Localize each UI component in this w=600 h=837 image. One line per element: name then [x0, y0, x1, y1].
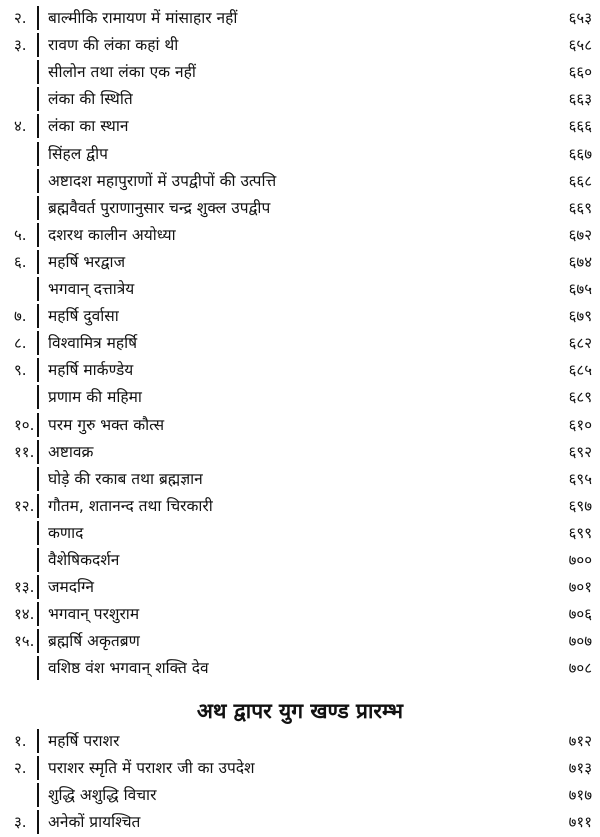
vertical-rule [37, 629, 39, 653]
toc-entry [0, 5, 600, 31]
vertical-rule [37, 6, 39, 30]
toc-entry [0, 86, 600, 112]
entry-page-number: ६६९ [568, 198, 592, 217]
toc-entry [0, 384, 600, 410]
vertical-rule [37, 656, 39, 680]
entry-title: विश्वामित्र महर्षि [48, 334, 138, 353]
entry-title: जमदग्नि [48, 578, 94, 597]
entry-page-number: ६९९ [568, 523, 592, 542]
toc-entry [0, 168, 600, 194]
entry-page-number: ६७४ [568, 252, 592, 271]
entry-title: शुद्धि अशुद्धि विचार [48, 786, 157, 805]
entry-title: महर्षि भरद्वाज [48, 252, 126, 271]
entry-number: ९. [14, 361, 27, 380]
entry-number: ४. [14, 117, 27, 136]
entry-page-number: ६६७ [568, 144, 592, 163]
entry-title: वशिष्ठ वंश भगवान् शक्ति देव [48, 659, 209, 678]
toc-entry [0, 466, 600, 492]
toc-entry [0, 32, 600, 58]
entry-title: रावण की लंका कहां थी [48, 36, 179, 55]
entry-title: अनेकों प्रायश्चित [48, 813, 141, 832]
toc-entry [0, 249, 600, 275]
entry-number: ७. [14, 307, 27, 326]
entry-page-number: ७०० [568, 551, 592, 569]
vertical-rule [37, 304, 39, 328]
entry-page-number: ७१२ [568, 732, 592, 750]
vertical-rule [37, 467, 39, 491]
vertical-rule [37, 196, 39, 220]
entry-page-number: ६९५ [568, 469, 592, 488]
entry-page-number: ७०१ [568, 578, 592, 597]
entry-title: गौतम, शतानन्द तथा चिरकारी [48, 496, 213, 515]
vertical-rule [37, 810, 39, 834]
entry-number: ६. [14, 252, 27, 271]
toc-entry [0, 782, 600, 808]
entry-page-number: ६८२ [568, 334, 592, 353]
vertical-rule [37, 729, 39, 753]
entry-page-number: ६७५ [568, 280, 592, 298]
vertical-rule [37, 60, 39, 84]
vertical-rule [37, 358, 39, 382]
section-heading: अथ द्वापर युग खण्ड प्रारम्भ [196, 699, 404, 723]
vertical-rule [37, 87, 39, 111]
entry-title: भगवान् परशुराम [48, 605, 140, 624]
toc-entry [0, 601, 600, 627]
entry-page-number: ६१० [568, 415, 592, 434]
entry-page-number: ७०७ [568, 632, 592, 651]
vertical-rule [37, 223, 39, 247]
vertical-rule [37, 331, 39, 355]
vertical-rule [37, 169, 39, 193]
toc-entry [0, 755, 600, 781]
toc-entry [0, 628, 600, 654]
entry-number: १४. [14, 605, 35, 624]
toc-entry [0, 276, 600, 302]
entry-number: २. [14, 9, 27, 27]
vertical-rule [37, 575, 39, 599]
vertical-rule [37, 385, 39, 409]
entry-title: सिंहल द्वीप [48, 144, 108, 163]
toc-entry [0, 222, 600, 248]
toc-entry [0, 330, 600, 356]
entry-title: प्रणाम की महिमा [48, 388, 142, 407]
toc-entry [0, 809, 600, 835]
entry-page-number: ७०८ [568, 659, 592, 678]
toc-entry [0, 141, 600, 167]
entry-title: ब्रह्मर्षि अकृतब्रण [48, 632, 140, 651]
vertical-rule [37, 277, 39, 301]
entry-page-number: ७०६ [568, 605, 592, 624]
entry-title: लंका की स्थिति [48, 90, 133, 109]
vertical-rule [37, 783, 39, 807]
entry-number: ८. [14, 334, 27, 353]
entry-page-number: ७१७ [568, 786, 592, 805]
toc-entry [0, 412, 600, 438]
toc-entry [0, 547, 600, 573]
entry-title: दशरथ कालीन अयोध्या [48, 225, 176, 244]
entry-title: परम गुरु भक्त कौत्स [48, 415, 165, 434]
toc-entry [0, 520, 600, 546]
vertical-rule [37, 602, 39, 626]
vertical-rule [37, 250, 39, 274]
entry-title: महर्षि दुर्वासा [48, 307, 119, 326]
entry-number: ११. [14, 442, 35, 461]
vertical-rule [37, 413, 39, 437]
entry-title: बाल्मीकि रामायण में मांसाहार नहीं [48, 9, 238, 27]
entry-title: महर्षि मार्कण्डेय [48, 361, 134, 380]
vertical-rule [37, 440, 39, 464]
toc-entry [0, 439, 600, 465]
entry-title: वैशेषिकदर्शन [48, 551, 120, 569]
toc-entry [0, 357, 600, 383]
entry-title: अष्टावक्र [48, 442, 94, 461]
entry-number: ३. [14, 813, 27, 832]
entry-title: लंका का स्थान [48, 117, 129, 136]
toc-entry [0, 113, 600, 139]
entry-title: ब्रह्मवैवर्त पुराणानुसार चन्द्र शुक्ल उपद्वीप [48, 198, 271, 217]
entry-title: सीलोन तथा लंका एक नहीं [48, 63, 196, 82]
entry-number: ३. [14, 36, 27, 55]
entry-number: १५. [14, 632, 35, 651]
entry-page-number: ६६३ [568, 90, 592, 109]
entry-page-number: ६६० [568, 63, 592, 82]
toc-entry [0, 493, 600, 519]
toc-entry [0, 574, 600, 600]
entry-title: अष्टादश महापुराणों में उपद्वीपों की उत्पत्ति [48, 171, 277, 190]
toc-entry [0, 59, 600, 85]
vertical-rule [37, 521, 39, 545]
toc-entry [0, 728, 600, 754]
entry-page-number: ६८५ [568, 361, 592, 380]
entry-number: ५. [14, 225, 27, 244]
toc-entry [0, 655, 600, 681]
entry-number: १३. [14, 578, 35, 597]
vertical-rule [37, 494, 39, 518]
entry-page-number: ६९२ [568, 442, 592, 461]
toc-entry [0, 303, 600, 329]
entry-title: कणाद [48, 523, 84, 542]
entry-page-number: ७११ [568, 813, 592, 832]
vertical-rule [37, 756, 39, 780]
entry-page-number: ६८९ [568, 388, 592, 407]
entry-number: १. [14, 732, 27, 750]
entry-page-number: ६५३ [568, 9, 592, 27]
entry-page-number: ६७९ [568, 307, 592, 326]
entry-title: भगवान् दत्तात्रेय [48, 280, 135, 298]
entry-page-number: ६६८ [568, 171, 592, 190]
entry-number: २. [14, 759, 27, 778]
entry-page-number: ६६६ [568, 117, 592, 136]
entry-number: १०. [14, 415, 35, 434]
vertical-rule [37, 142, 39, 166]
entry-number: १२. [14, 496, 35, 515]
entry-page-number: ७१३ [568, 759, 592, 778]
entry-page-number: ६९७ [568, 496, 592, 515]
entry-page-number: ६७२ [568, 225, 592, 244]
toc-entry [0, 195, 600, 221]
vertical-rule [37, 33, 39, 57]
vertical-rule [37, 548, 39, 572]
entry-title: घोड़े की रकाब तथा ब्रह्मज्ञान [48, 469, 203, 488]
entry-title: पराशर स्मृति में पराशर जी का उपदेश [48, 759, 255, 778]
vertical-rule [37, 114, 39, 138]
entry-title: महर्षि पराशर [48, 732, 120, 750]
entry-page-number: ६५८ [568, 36, 592, 55]
